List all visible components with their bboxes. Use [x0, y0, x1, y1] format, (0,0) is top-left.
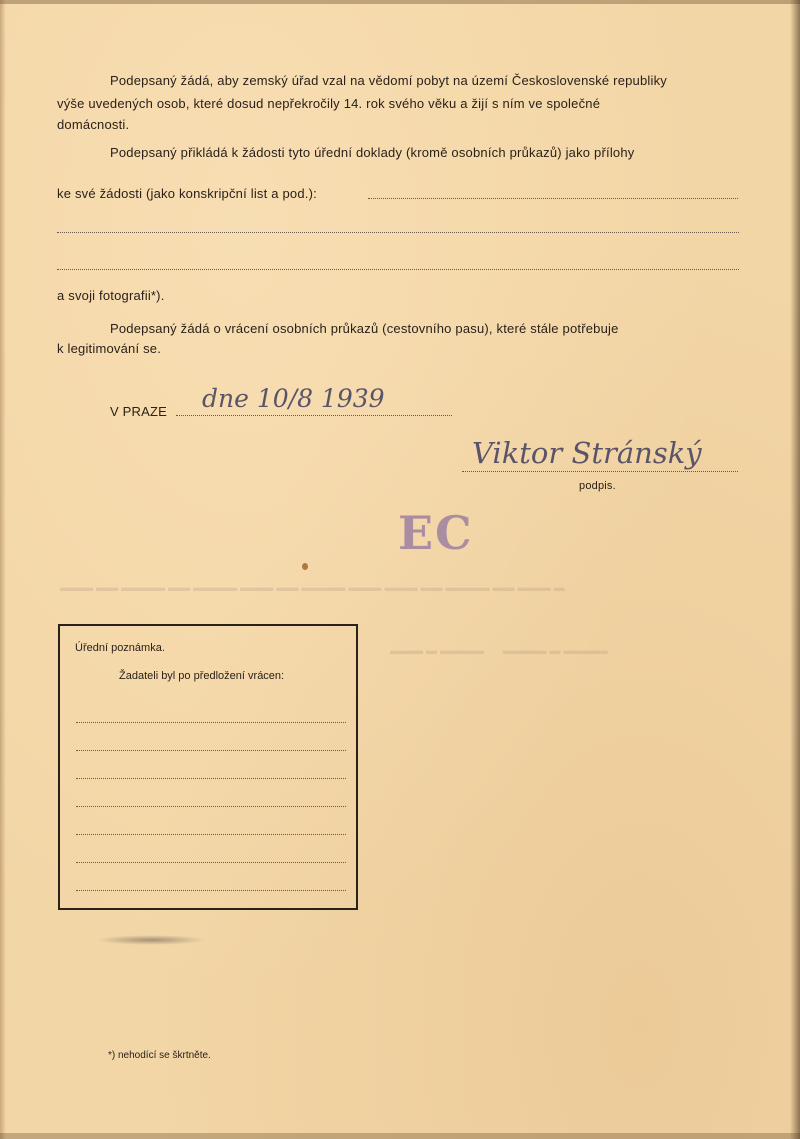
signature-fill-line	[462, 471, 738, 472]
purple-stamp: EC	[398, 506, 474, 560]
paragraph-text: ke své žádosti (jako konskripční list a pod.):	[57, 186, 317, 201]
attachments-fill-line	[57, 269, 739, 270]
date-fill-line	[176, 415, 452, 416]
bleed-through-text: ▬ ▬▬▬ ▬▬ ▬▬▬▬ ▬▬ ▬▬▬ ▬▬▬ ▬▬▬▬ ▬▬ ▬▬▬ ▬▬▬▬ ▬▬ ▬▬▬▬ ▬▬ ▬▬▬	[60, 582, 565, 594]
paper-edge-bottom	[0, 1133, 800, 1139]
attachments-fill-line	[368, 198, 738, 199]
paragraph-text: výše uvedených osob, které dosud nepřekročily 14. rok svého věku a žijí s ním ve společné	[57, 96, 601, 111]
place-label: V PRAZE	[110, 404, 168, 419]
paragraph-text: k legitimování se.	[57, 341, 162, 356]
note-fill-line	[76, 806, 346, 807]
note-fill-line	[76, 722, 346, 723]
paper-stain	[302, 563, 308, 570]
ink-smudge	[96, 935, 206, 945]
handwritten-signature: Viktor Stránský	[472, 436, 702, 470]
paper-edge-left	[0, 0, 6, 1139]
note-fill-line	[76, 834, 346, 835]
note-fill-line	[76, 778, 346, 779]
signature-label: podpis.	[579, 480, 616, 492]
paragraph-text: a svoji fotografii*).	[57, 288, 165, 303]
paragraph-text: Podepsaný žádá o vrácení osobních průkazů (cestovního pasu), které stále potřebuje	[110, 321, 619, 336]
attachments-fill-line	[57, 232, 739, 233]
official-note-box	[58, 624, 358, 910]
paragraph-text: domácnosti.	[57, 117, 130, 132]
handwritten-date: dne 10/8 1939	[202, 384, 385, 413]
paper-edge-top	[0, 0, 800, 4]
note-fill-line	[76, 750, 346, 751]
paragraph-text: Podepsaný žádá, aby zemský úřad vzal na vědomí pobyt na území Československé republiky	[110, 73, 667, 88]
note-fill-line	[76, 890, 346, 891]
returned-label: Žadateli byl po předložení vrácen:	[119, 670, 285, 682]
paper-edge-right	[790, 0, 800, 1139]
note-fill-line	[76, 862, 346, 863]
footnote: *) nehodící se škrtněte.	[108, 1050, 211, 1061]
paragraph-text: Podepsaný přikládá k žádosti tyto úřední doklady (kromě osobních průkazů) jako přílohy	[110, 145, 635, 160]
official-note-title: Úřední poznámka.	[75, 642, 165, 654]
bleed-through-text: ▬▬▬▬ ▬ ▬▬▬▬ ▬▬▬▬ ▬ ▬▬▬	[390, 645, 608, 657]
